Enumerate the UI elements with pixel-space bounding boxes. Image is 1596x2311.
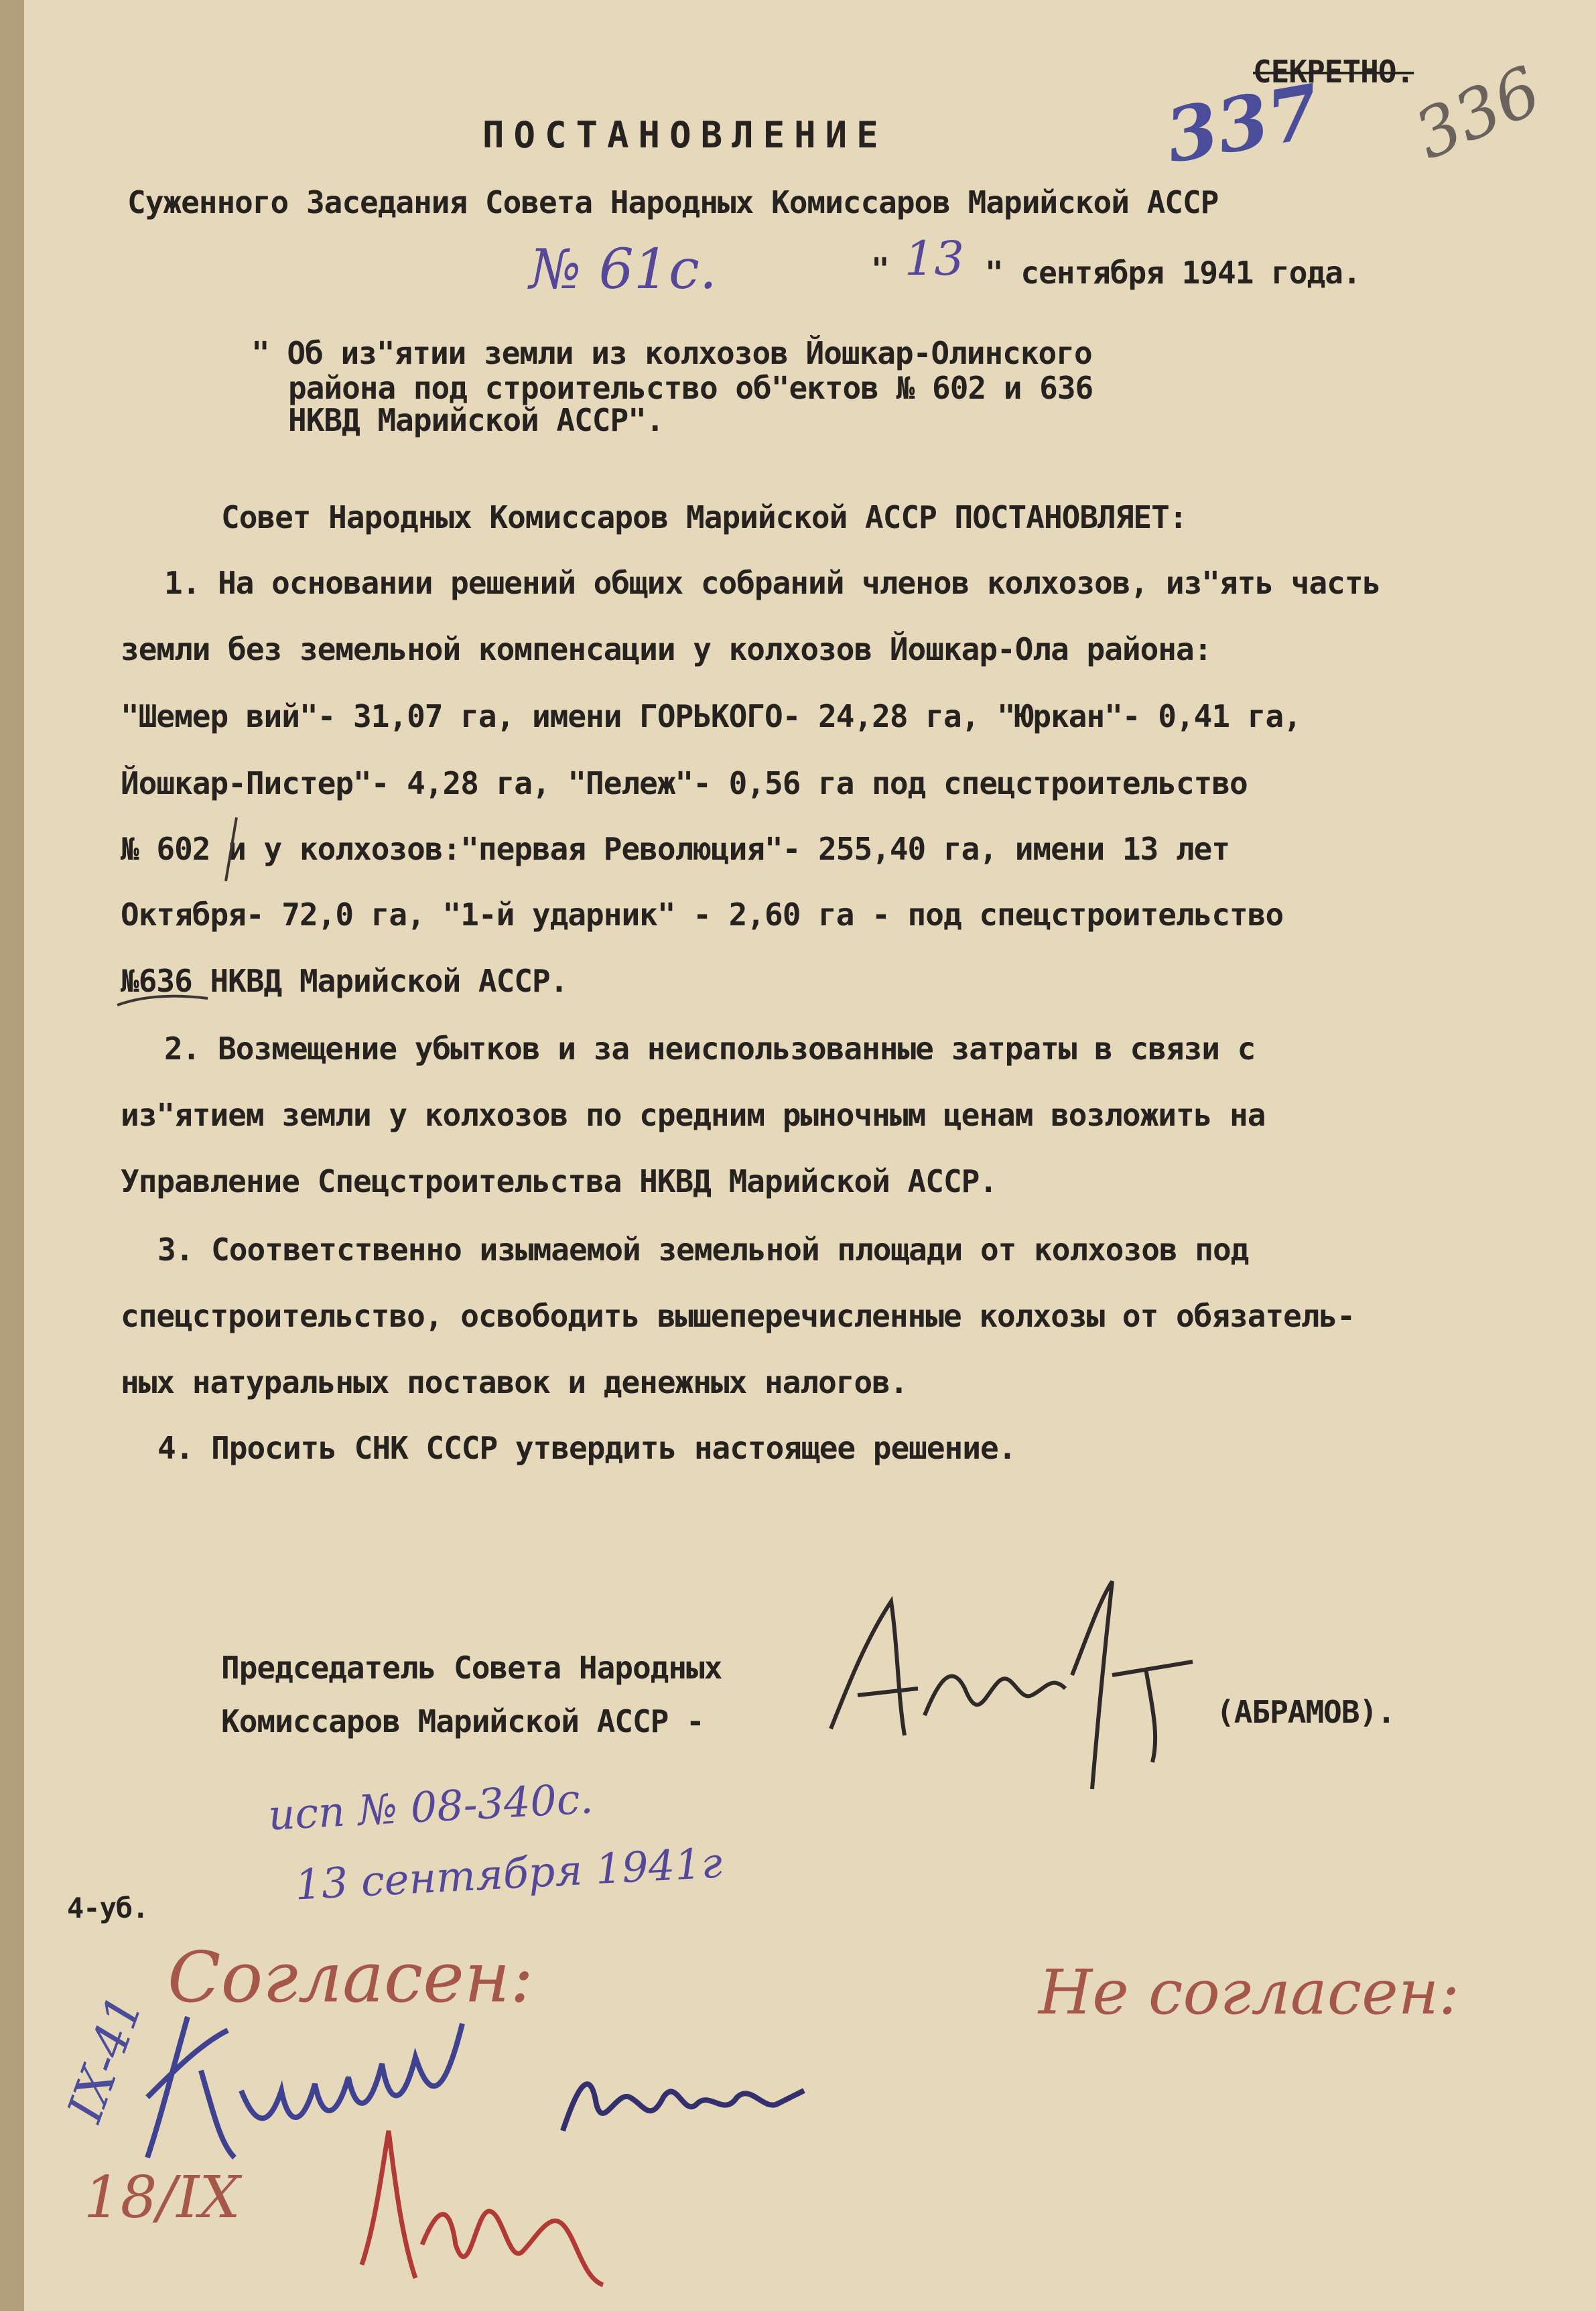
body-line: ных натуральных поставок и денежных налогов. [121,1364,908,1400]
disagree-label: Не согласен: [1039,1957,1460,2028]
body-line: 1. На основании решений общих собраний членов колхозов, из"ять часть [164,565,1381,601]
body-line: спецстроительство, освободить вышеперечисленные колхозы от обязатель- [121,1298,1355,1334]
body-line: 2. Возмещение убытков и за неиспользованные затраты в связи с [164,1031,1256,1067]
body-line: земли без земельной компенсации у колхозов Йошкар-Ола района: [121,631,1212,667]
signatory-title-line1: Председатель Совета Народных [221,1650,722,1686]
signatory-title-line2: Комиссаров Марийской АССР - [221,1703,704,1739]
body-line: Йошкар-Пистер"- 4,28 га, "Пележ"- 0,56 га под спецстроительство [121,765,1248,801]
subject-line: НКВД Марийской АССР". [288,402,664,438]
document-subtitle: Суженного Заседания Совета Народных Комиссаров Марийской АССР [127,184,1219,220]
date-rest: " сентября 1941 года. [985,255,1361,291]
signatory-name: (АБРАМОВ). [1216,1694,1395,1730]
document-title: ПОСТАНОВЛЕНИЕ [482,114,888,156]
page-number-grey: 336 [1403,51,1552,175]
chairman-signature [817,1561,1219,1816]
body-line: 4. Просить СНК СССР утвердить настоящее решение. [157,1430,1016,1466]
page-number-blue: 337 [1159,68,1327,180]
body-line: №636 НКВД Марийской АССР. [121,963,568,999]
secret-stamp: СЕКРЕТНО. [1253,54,1414,90]
pencil-underline-mark [114,978,214,1018]
date-day: 13 [905,231,965,286]
body-line: Октября- 72,0 га, "1-й ударник" - 2,60 га - под спецстроительство [121,897,1284,933]
body-line: № 602 и у колхозов:"первая Революция"- 255,40 га, имени 13 лет [121,831,1230,867]
approval-date-red: 18/IX [84,2164,241,2231]
document-number: № 61с. [529,238,717,302]
body-line: 3. Соответственно изымаемой земельной площади от колхозов под [157,1232,1249,1268]
body-intro: Совет Народных Комиссаров Марийской АССР ПОСТАНОВЛЯЕТ: [221,499,1187,535]
date-open-quote: " [871,251,889,287]
signature-red [335,2091,616,2305]
body-line: Управление Спецстроительства НКВД Марийской АССР. [121,1163,998,1199]
subject-line: района под строительство об"ектов № 602 и 636 [288,370,1093,406]
pencil-slash-mark [218,814,245,888]
approval-date-blue: IX-41 [56,1987,154,2129]
subject-line: " Об из"ятии земли из колхозов Йошкар-Олинского [251,335,1092,371]
agree-label: Согласен: [168,1936,534,2018]
execution-date: 13 сентября 1941г [293,1838,724,1910]
copies-count: 4-уб. [67,1892,149,1924]
body-line: из"ятием земли у колхозов по средним рыночным ценам возложить на [121,1097,1266,1133]
execution-number: исп № 08-340с. [267,1774,594,1840]
body-line: "Шемер вий"- 31,07 га, имени ГОРЬКОГО- 24,28 га, "Юркан"- 0,41 га, [121,698,1301,734]
